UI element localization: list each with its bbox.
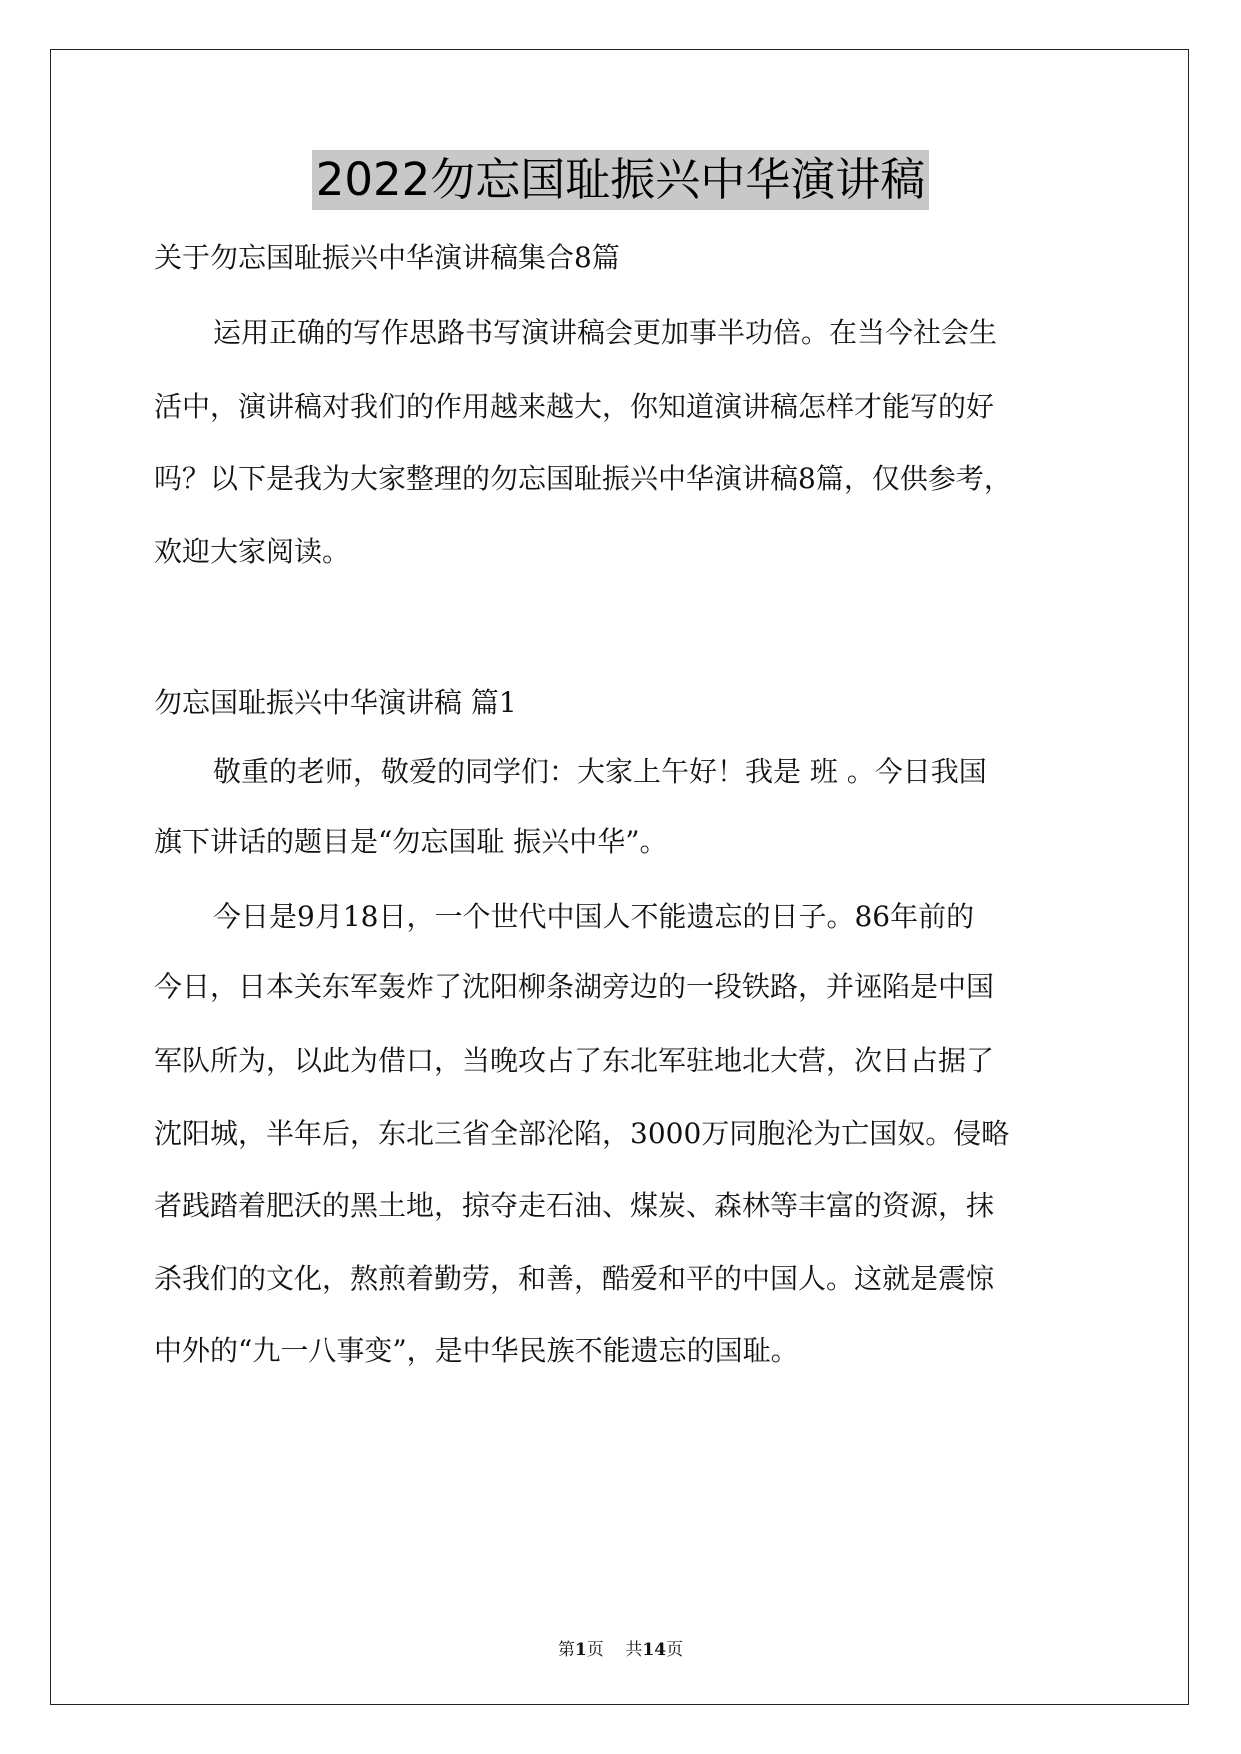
- para1-line-2: 旗下讲话的题目是“勿忘国耻 振兴中华”。: [154, 825, 668, 858]
- para2-line-1: 今日是9月18日，一个世代中国人不能遗忘的日子。86年前的: [213, 900, 975, 933]
- subtitle: 关于勿忘国耻振兴中华演讲稿集合8篇: [154, 241, 620, 274]
- footer-mid: 页 共: [586, 1640, 643, 1660]
- page-border: [50, 49, 1189, 1705]
- para2-line-5: 者践踏着肥沃的黑土地，掠夺走石油、煤炭、森林等丰富的资源，抹: [154, 1189, 995, 1222]
- document-title: [0, 150, 1241, 210]
- intro-line-3: 吗？以下是我为大家整理的勿忘国耻振兴中华演讲稿8篇，仅供参考，: [154, 462, 1012, 495]
- title-text: 2022勿忘国耻振兴中华演讲稿: [312, 150, 930, 210]
- intro-line-2: 活中，演讲稿对我们的作用越来越大，你知道演讲稿怎样才能写的好: [154, 390, 995, 423]
- page-footer: [0, 1638, 1241, 1662]
- para2-line-4: 沈阳城，半年后，东北三省全部沦陷，3000万同胞沦为亡国奴。侵略: [154, 1117, 1010, 1150]
- intro-line-1: 运用正确的写作思路书写演讲稿会更加事半功倍。在当今社会生: [213, 316, 998, 349]
- para1-line-1: 敬重的老师，敬爱的同学们：大家上午好！我是 班 。今日我国: [213, 755, 987, 788]
- footer-prefix: 第: [557, 1640, 575, 1660]
- para2-line-3: 军队所为，以此为借口，当晚攻占了东北军驻地北大营，次日占据了: [154, 1044, 995, 1077]
- footer-page-number: 1: [574, 1640, 587, 1660]
- para2-line-6: 杀我们的文化，熬煎着勤劳，和善，酷爱和平的中国人。这就是震惊: [154, 1262, 995, 1295]
- footer-suffix: 页: [666, 1640, 684, 1660]
- footer-total-pages: 14: [642, 1640, 667, 1660]
- intro-line-4: 欢迎大家阅读。: [154, 535, 351, 568]
- para2-line-2: 今日，日本关东军轰炸了沈阳柳条湖旁边的一段铁路，并诬陷是中国: [154, 970, 995, 1003]
- section-heading: 勿忘国耻振兴中华演讲稿 篇1: [154, 686, 517, 719]
- para2-line-7: 中外的“九一八事变”，是中华民族不能遗忘的国耻。: [154, 1334, 799, 1367]
